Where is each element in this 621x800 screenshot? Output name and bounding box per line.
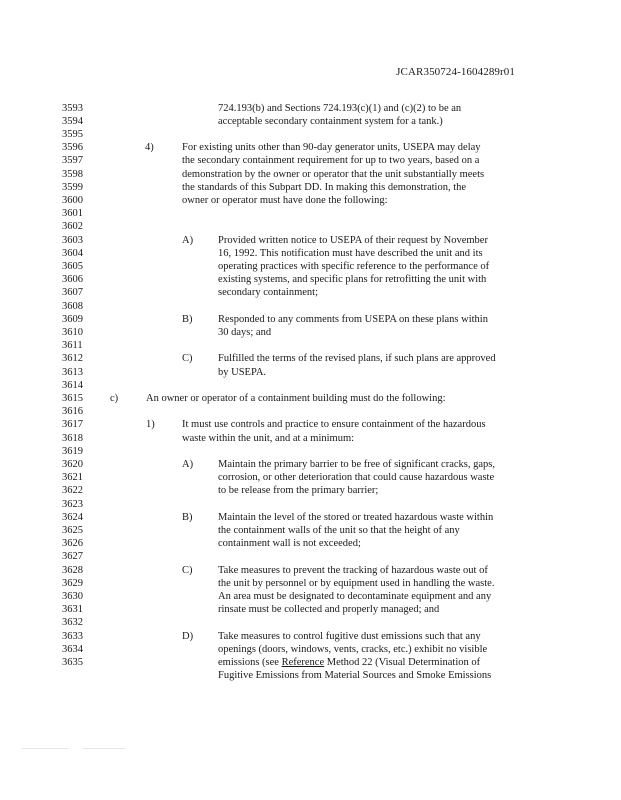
line-number: 3633 (62, 630, 83, 642)
text-fragment: emissions (see (218, 657, 282, 668)
text-line: operating practices with specific reference to the performance of (218, 261, 490, 272)
line-number: 3621 (62, 472, 83, 484)
line-number: 3603 (62, 234, 83, 246)
text-line (218, 656, 480, 669)
text-line: Maintain the primary barrier to be free of significant cracks, gaps, (218, 459, 495, 470)
text-line: the containment walls of the unit so that the height of any (218, 525, 460, 536)
text-line: by USEPA. (218, 366, 267, 378)
text-line: Fulfilled the terms of the revised plans, if such plans are approved (218, 353, 496, 365)
item-label: D) (182, 630, 194, 642)
text-line: demonstration by the owner or operator that the unit substantially meets (182, 168, 485, 180)
item-label: B) (182, 313, 193, 325)
line-number: 3614 (62, 379, 83, 391)
line-number: 3604 (62, 247, 83, 259)
item-label: C) (182, 564, 193, 576)
line-number: 3629 (62, 577, 83, 589)
line-number: 3618 (62, 432, 83, 444)
text-line: waste within the unit, and at a minimum: (182, 432, 355, 444)
text-line: rinsate must be collected and properly managed; and (218, 604, 440, 616)
line-number: 3627 (62, 551, 83, 563)
line-number: 3593 (62, 102, 83, 114)
line-number: 3611 (62, 340, 83, 352)
text-line: the standards of this Subpart DD. In making this demonstration, the (182, 181, 467, 193)
line-number: 3610 (62, 327, 83, 338)
text-line: Provided written notice to USEPA of their request by November (218, 234, 488, 246)
line-number: 3617 (62, 419, 83, 431)
line-number: 3615 (62, 393, 83, 404)
text-line: containment wall is not exceeded; (218, 538, 361, 550)
line-number: 3605 (62, 261, 83, 272)
text-line: Take measures to prevent the tracking of hazardous waste out of (218, 564, 488, 576)
text-line: An area must be designated to decontaminate equipment and any (218, 591, 492, 602)
line-number: 3623 (62, 498, 83, 510)
line-number: 3628 (62, 564, 83, 576)
line-number: 3624 (62, 511, 83, 523)
item-label: C) (182, 353, 193, 365)
line-number: 3607 (62, 287, 83, 299)
reference-link[interactable]: Reference (281, 657, 325, 668)
footer-rule-left (22, 748, 68, 749)
line-number: 3620 (62, 459, 83, 470)
text-line: to be release from the primary barrier; (218, 485, 379, 497)
text-line: acceptable secondary containment system for a tank.) (218, 115, 443, 127)
text-line: Fugitive Emissions from Material Sources and Smoke Emissions (218, 670, 492, 682)
line-number: 3622 (62, 485, 83, 497)
line-number: 3632 (62, 617, 83, 629)
line-number: 3599 (62, 181, 83, 193)
item-label: c) (110, 393, 119, 404)
line-number: 3596 (62, 142, 83, 154)
text-line: An owner or operator of a containment building must do the following: (146, 393, 446, 404)
line-number: 3619 (62, 445, 83, 457)
text-line: existing systems, and specific plans for retrofitting the unit with (218, 274, 487, 286)
text-line: Take measures to control fugitive dust emissions such that any (218, 630, 481, 642)
text-line: the unit by personnel or by equipment used in handling the waste. (218, 577, 495, 589)
text-line: owner or operator must have done the following: (182, 195, 388, 206)
line-number: 3635 (62, 657, 83, 668)
line-number: 3625 (62, 525, 83, 536)
text-line: Responded to any comments from USEPA on these plans within (218, 313, 488, 325)
item-label: A) (182, 459, 194, 470)
item-label: 1) (146, 419, 155, 431)
text-line: Maintain the level of the stored or treated hazardous waste within (218, 511, 494, 523)
item-label: A) (182, 234, 194, 246)
text-line: 30 days; and (218, 327, 272, 338)
text-line: corrosion, or other deterioration that could cause hazardous waste (218, 472, 495, 484)
line-number: 3598 (62, 168, 83, 180)
text-line: 724.193(b) and Sections 724.193(c)(1) and (c)(2) to be an (218, 102, 462, 114)
line-number: 3613 (62, 366, 83, 378)
item-label: B) (182, 511, 193, 523)
line-number: 3634 (62, 643, 83, 655)
line-number: 3602 (62, 221, 83, 233)
document-id-header: JCAR350724-1604289r01 (396, 66, 515, 78)
line-number: 3609 (62, 313, 83, 325)
line-number: 3626 (62, 538, 83, 550)
line-number: 3601 (62, 208, 83, 220)
text-fragment: Method 22 (Visual Determination of (324, 657, 481, 668)
text-line: 16, 1992. This notification must have described the unit and its (218, 247, 483, 259)
line-number: 3608 (62, 300, 83, 312)
line-number: 3600 (62, 195, 83, 206)
line-number: 3606 (62, 274, 83, 286)
text-line: openings (doors, windows, vents, cracks, etc.) exhibit no visible (218, 643, 488, 655)
line-number: 3597 (62, 155, 83, 167)
text-line: For existing units other than 90-day generator units, USEPA may delay (182, 142, 481, 154)
line-number: 3612 (62, 353, 83, 365)
line-number: 3616 (62, 406, 83, 418)
text-line: It must use controls and practice to ensure containment of the hazardous (182, 419, 486, 431)
line-number: 3594 (62, 115, 83, 127)
footer-rule-right (82, 748, 126, 749)
item-label: 4) (145, 142, 154, 154)
line-number: 3595 (62, 129, 83, 140)
line-number: 3630 (62, 591, 83, 602)
text-line: secondary containment; (218, 287, 319, 299)
text-line: the secondary containment requirement for up to two years, based on a (182, 155, 480, 167)
line-number: 3631 (62, 604, 83, 616)
